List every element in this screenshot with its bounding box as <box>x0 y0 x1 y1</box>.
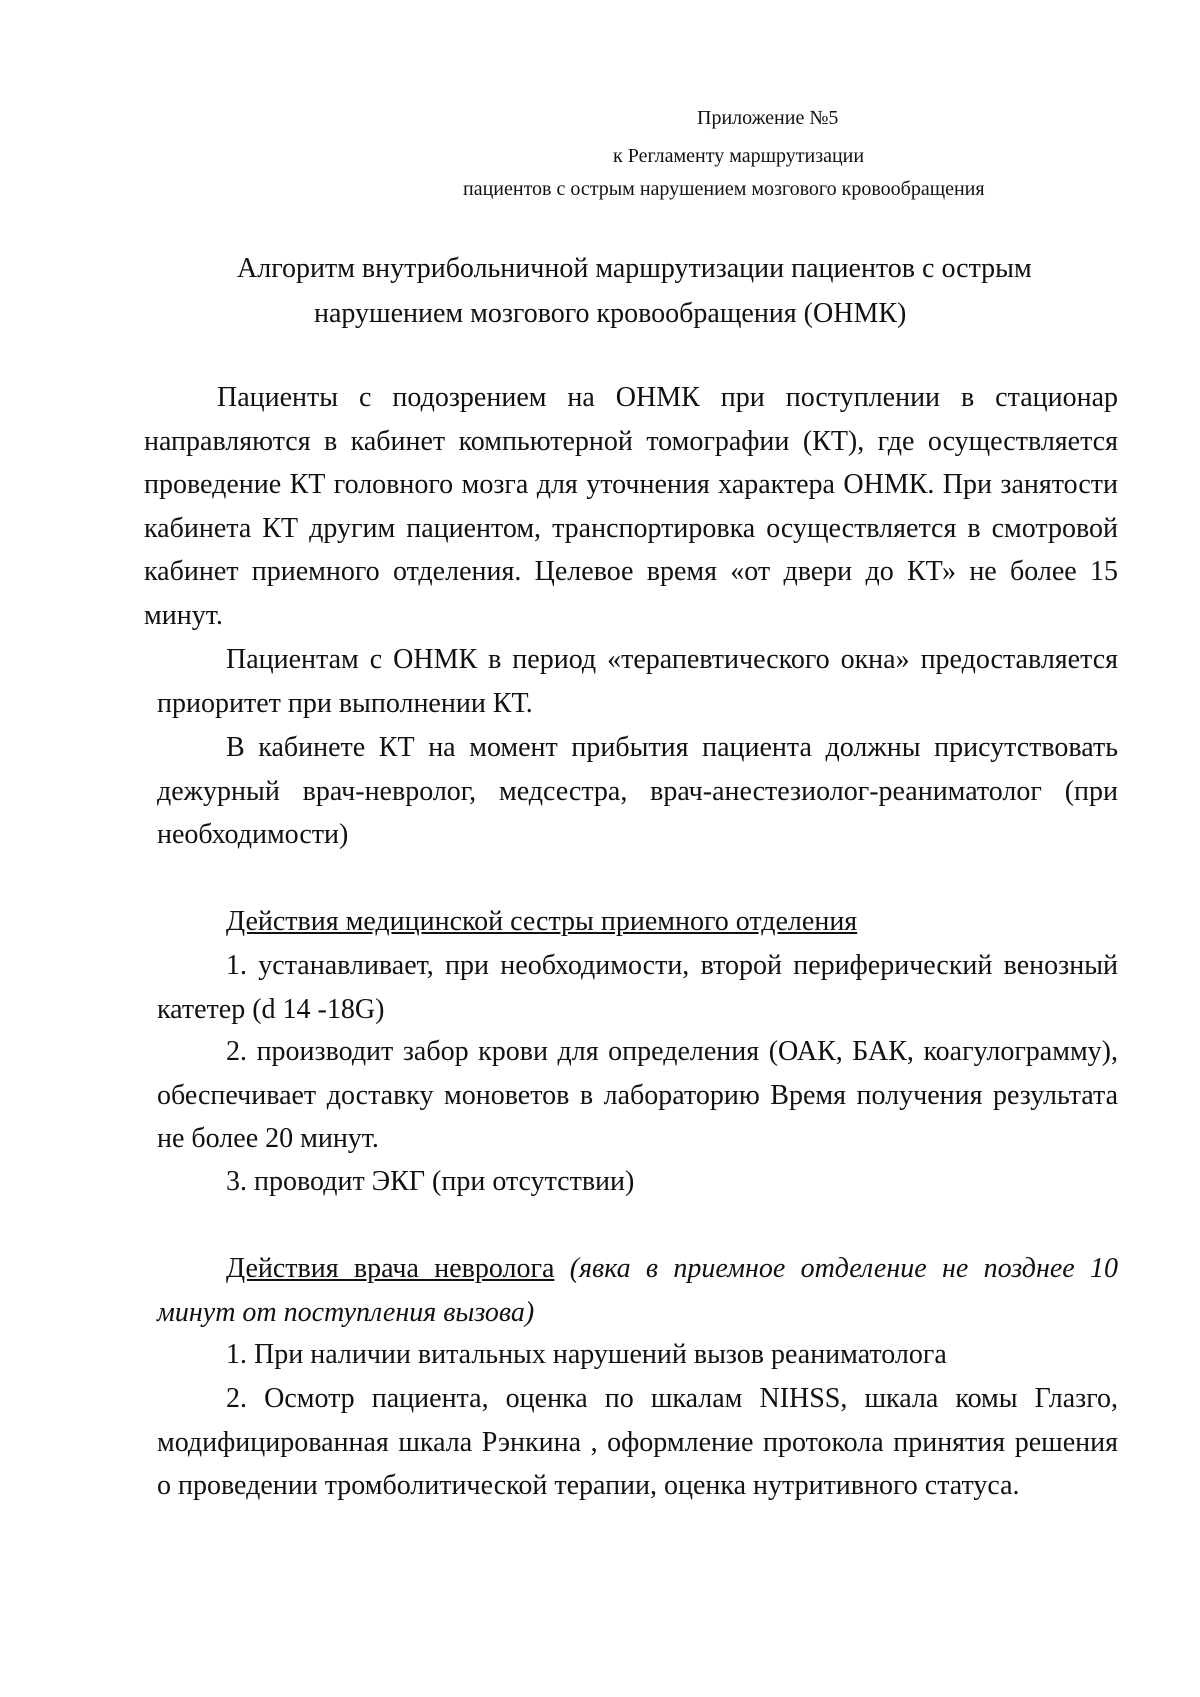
document-title-line-1: Алгоритм внутрибольничной маршрутизации пациентов с острым <box>237 253 1032 284</box>
neuro-section-note: (явка в приемное отделение не позднее 10 минут от поступления вызова) <box>157 1253 1118 1328</box>
intro-paragraph-priority: Пациентам с ОНМК в период «терапевтического окна» предоставляется приоритет при выполнении КТ. <box>157 644 1118 719</box>
intro-paragraph-ct-routing: Пациенты с подозрением на ОНМК при поступлении в стационар направляются в кабинет компьютерной томографии (КТ), где осуществляется проведение КТ головного мозга для уточнения характера ОНМК. При занятости кабинета КТ другим пациентом, транспортировка осуществляется в смотровой кабинет приемного отделения. Целевое время «от двери до КТ» не более 15 минут. <box>144 382 1118 631</box>
document-title-line-2: нарушением мозгового кровообращения (ОНМК) <box>314 298 907 329</box>
appendix-subject: пациентов с острым нарушением мозгового кровообращения <box>463 178 985 200</box>
neuro-section-heading-block <box>157 1247 1118 1334</box>
neuro-section-heading: Действия врача невролога <box>226 1253 555 1284</box>
appendix-number: Приложение №5 <box>697 107 839 129</box>
neuro-item-2: 2. Осмотр пациента, оценка по шкалам NIHSS, шкала комы Глазго, модифицированная шкала Рэнкина , оформление протокола принятия решения о проведении тромболитической терапии, оценка нутритивного статуса. <box>157 1383 1118 1501</box>
neuro-item-1: 1. При наличии витальных нарушений вызов реаниматолога <box>226 1339 947 1370</box>
nurse-section-heading: Действия медицинской сестры приемного отделения <box>226 906 858 937</box>
nurse-item-1: 1. устанавливает, при необходимости, второй периферический венозный катетер (d 14 -18G) <box>157 950 1118 1025</box>
nurse-item-2: 2. производит забор крови для определения (ОАК, БАК, коагулограмму), обеспечивает доставку моноветов в лабораторию Время получения результата не более 20 минут. <box>157 1036 1118 1154</box>
nurse-item-3: 3. проводит ЭКГ (при отсутствии) <box>226 1166 635 1197</box>
intro-paragraph-staff: В кабинете КТ на момент прибытия пациента должны присутствовать дежурный врач-невролог, медсестра, врач-анестезиолог-реаниматолог (при необходимости) <box>157 732 1118 850</box>
appendix-reference: к Регламенту маршрутизации <box>613 145 865 167</box>
